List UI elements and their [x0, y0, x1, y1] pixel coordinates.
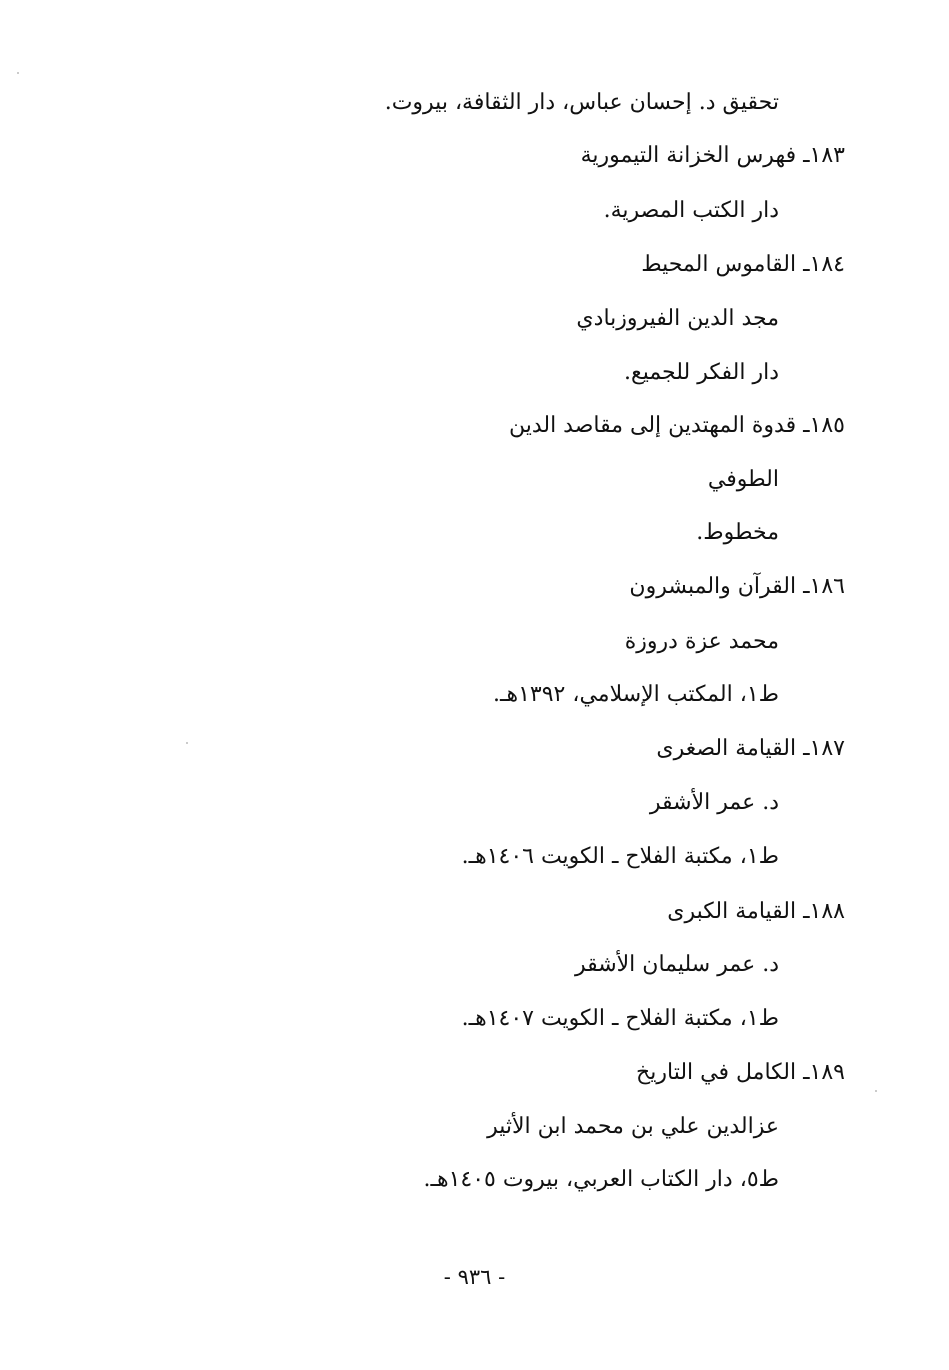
entry-187-publisher: ط١، مكتبة الفلاح ـ الكويت ١٤٠٦هـ.: [461, 844, 779, 869]
entry-185-note: مخطوط.: [696, 520, 779, 545]
entry-183-title: ١٨٣ـ فهرس الخزانة التيمورية: [580, 143, 845, 168]
entry-186-publisher: ط١، المكتب الإسلامي، ١٣٩٢هـ.: [493, 682, 779, 707]
entry-189-publisher: ط٥، دار الكتاب العربي، بيروت ١٤٠٥هـ.: [423, 1167, 779, 1192]
scan-speck: [186, 742, 188, 744]
scan-speck: [875, 1090, 877, 1092]
entry-187-title: ١٨٧ـ القيامة الصغرى: [656, 736, 845, 761]
page-number: - ٩٣٦ -: [443, 1265, 506, 1289]
entry-183-publisher: دار الكتب المصرية.: [603, 198, 779, 223]
entry-184-author: مجد الدين الفيروزبادي: [576, 306, 779, 331]
entry-189-author: عزالدين علي بن محمد ابن الأثير: [487, 1114, 779, 1139]
entry-184-publisher: دار الفكر للجميع.: [624, 360, 779, 385]
entry-188-publisher: ط١، مكتبة الفلاح ـ الكويت ١٤٠٧هـ.: [461, 1006, 779, 1031]
entry-182-publisher: تحقيق د. إحسان عباس، دار الثقافة، بيروت.: [384, 90, 779, 115]
entry-186-author: محمد عزة دروزة: [624, 629, 779, 654]
entry-187-author: د. عمر الأشقر: [649, 790, 779, 815]
entry-185-author: الطوفي: [707, 467, 779, 492]
scan-speck: [17, 72, 19, 74]
entry-186-title: ١٨٦ـ القرآن والمبشرون: [629, 574, 845, 599]
entry-185-title: ١٨٥ـ قدوة المهتدين إلى مقاصد الدين: [508, 413, 845, 438]
entry-188-author: د. عمر سليمان الأشقر: [574, 952, 779, 977]
entry-184-title: ١٨٤ـ القاموس المحيط: [641, 252, 845, 277]
entry-188-title: ١٨٨ـ القيامة الكبرى: [667, 899, 845, 924]
entry-189-title: ١٨٩ـ الكامل في التاريخ: [636, 1060, 845, 1085]
